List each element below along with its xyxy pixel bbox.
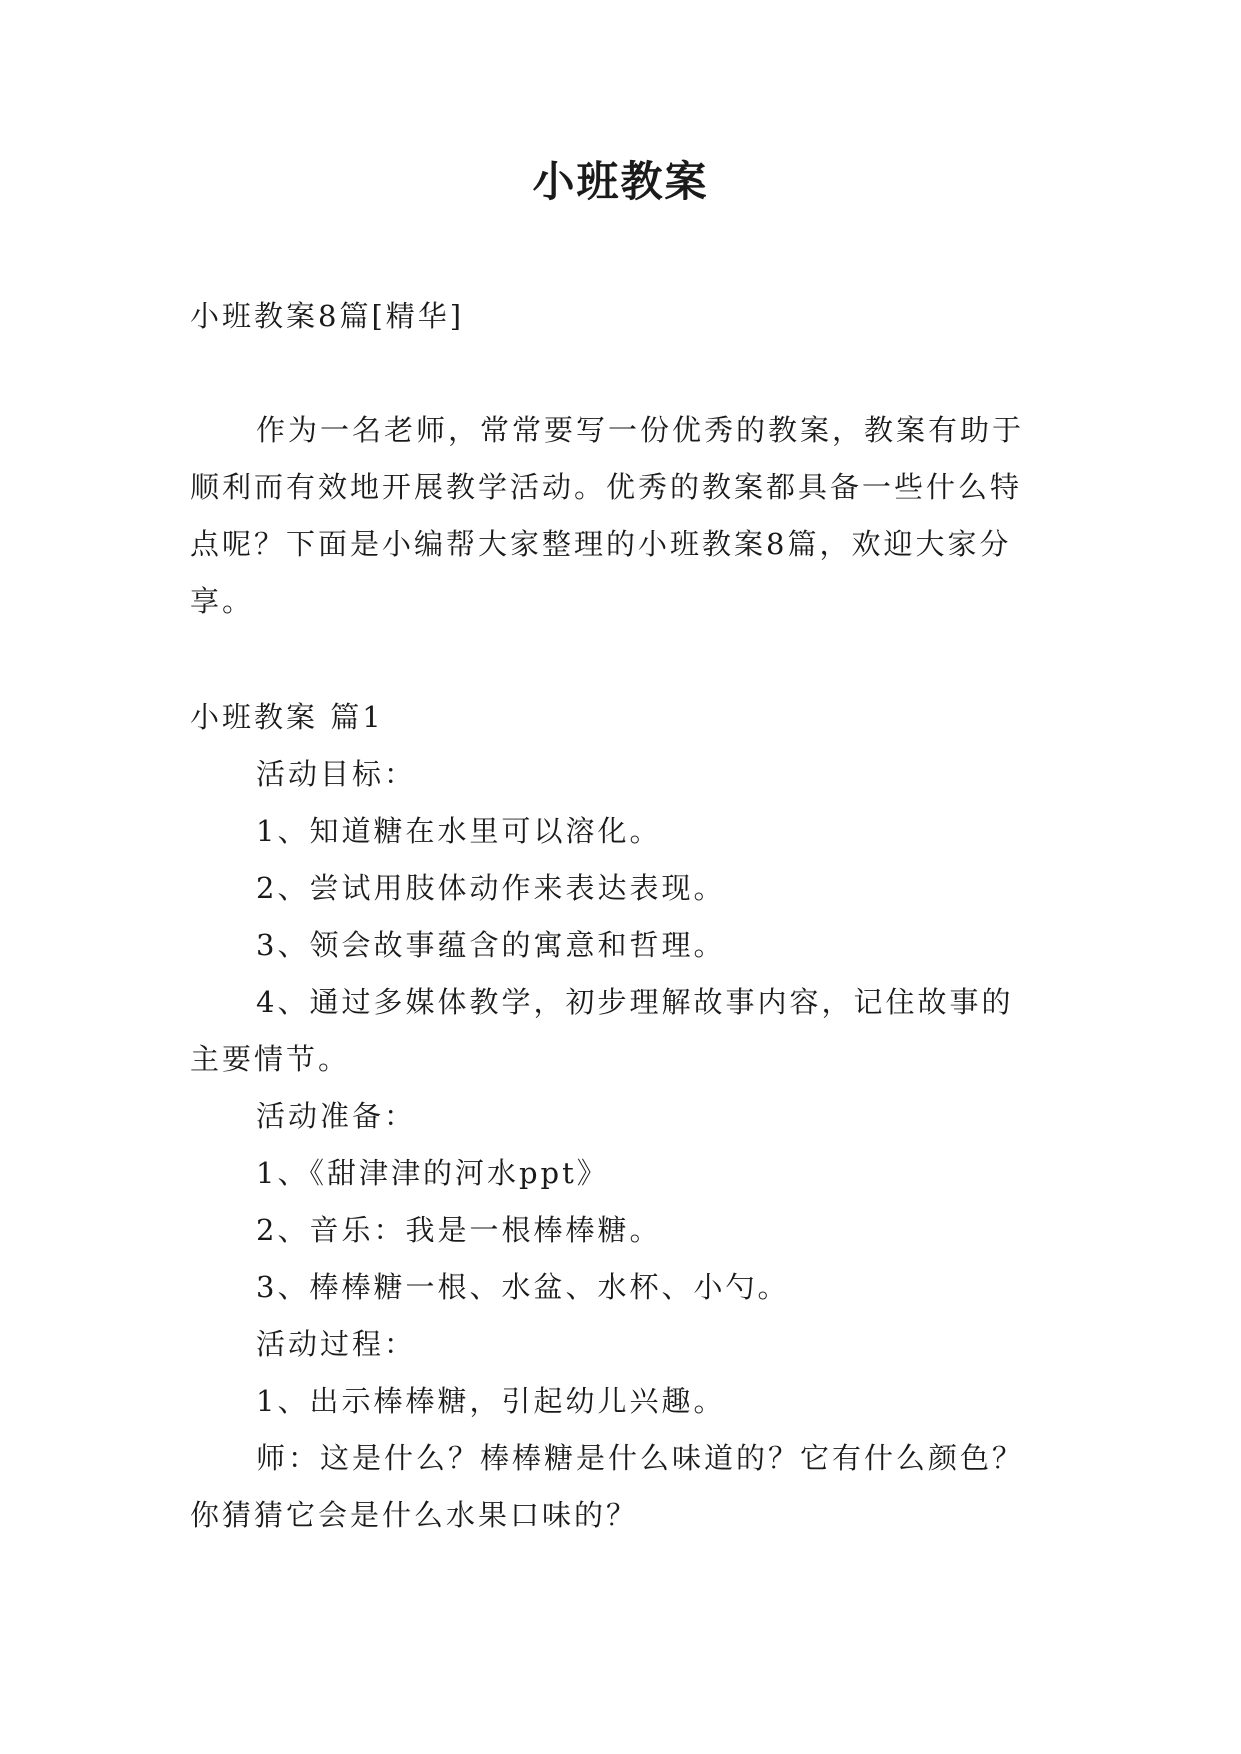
intro-line-2: 顺利而有效地开展教学活动。优秀的教案都具备一些什么特	[190, 470, 1023, 504]
goal-item: 2、尝试用肢体动作来表达表现。	[256, 871, 726, 905]
goals-label: 活动目标：	[256, 757, 417, 791]
process-item: 师：这是什么？棒棒糖是什么味道的？它有什么颜色？	[256, 1441, 1025, 1475]
process-label: 活动过程：	[256, 1327, 417, 1361]
intro-line-4: 享。	[190, 584, 255, 618]
intro-line-1: 作为一名老师，常常要写一份优秀的教案，教案有助于	[256, 413, 1025, 447]
document-title: 小班教案	[532, 157, 709, 206]
prep-item: 1、《甜津津的河水ppt》	[256, 1156, 609, 1190]
goal-item: 4、通过多媒体教学，初步理解故事内容，记住故事的	[256, 985, 1014, 1019]
goal-item: 3、领会故事蕴含的寓意和哲理。	[256, 928, 726, 962]
prep-item: 2、音乐：我是一根棒棒糖。	[256, 1213, 662, 1247]
prep-label: 活动准备：	[256, 1099, 417, 1133]
goal-item: 1、知道糖在水里可以溶化。	[256, 814, 662, 848]
document-subtitle: 小班教案8篇[精华]	[190, 299, 465, 333]
prep-item: 3、棒棒糖一根、水盆、水杯、小勺。	[256, 1270, 790, 1304]
goal-item-continued: 主要情节。	[190, 1042, 351, 1076]
process-item: 1、出示棒棒糖，引起幼儿兴趣。	[256, 1384, 726, 1418]
section-heading: 小班教案 篇1	[190, 700, 384, 734]
intro-line-3: 点呢？下面是小编帮大家整理的小班教案8篇，欢迎大家分	[190, 527, 1012, 561]
process-item-continued: 你猜猜它会是什么水果口味的？	[190, 1498, 639, 1532]
